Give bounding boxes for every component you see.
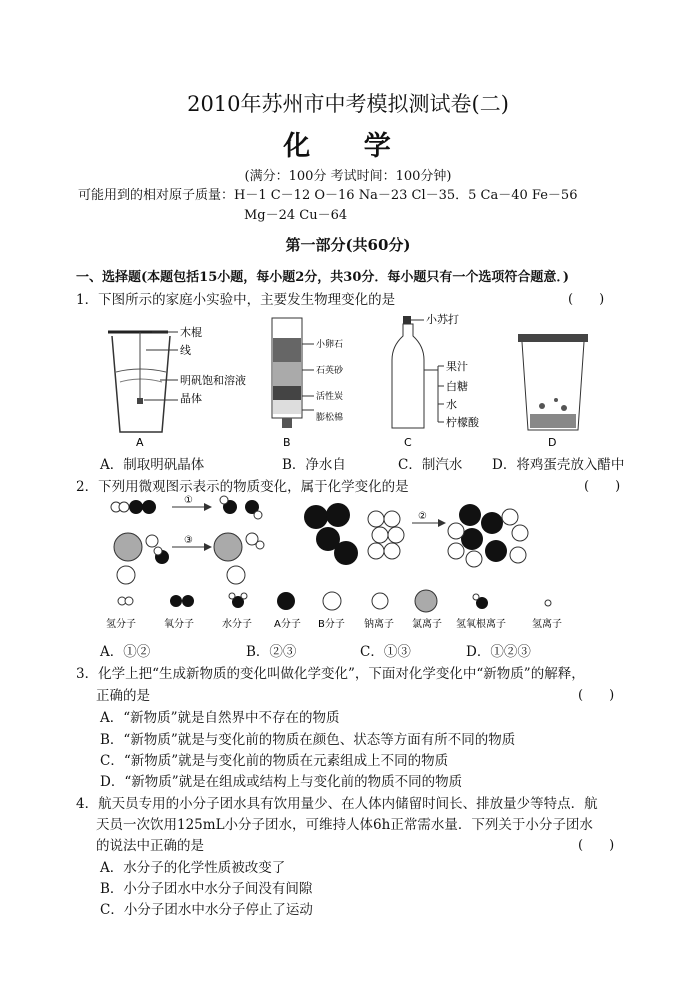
q1-option-a: A．制取明矾晶体 [100, 457, 205, 473]
fig-letter-b: B [283, 436, 291, 449]
subject-title: 化 学 [283, 131, 413, 162]
label-c-water: 水 [446, 398, 457, 411]
legend-na: 钠离子 [364, 619, 394, 630]
q2-option-b: B．②③ [246, 644, 297, 660]
q3-stem-line2: 正确的是 [96, 688, 150, 704]
q3-option-d: D．“新物质”就是在组成或结构上与变化前的物质不同的物质 [100, 774, 463, 790]
label-a-stick: 木棍 [180, 326, 202, 339]
q1-option-d: D．将鸡蛋壳放入醋中 [492, 457, 625, 473]
label-c-juice: 果汁 [446, 360, 468, 373]
q1-figure [90, 310, 650, 450]
q2-figure [100, 495, 620, 635]
label-c-sugar: 白糖 [446, 380, 468, 393]
legend-cl: 氯离子 [412, 619, 442, 630]
q3-option-b: B．“新物质”就是与变化前的物质在颜色、状态等方面有所不同的物质 [100, 732, 516, 748]
fig-letter-a: A [136, 436, 144, 449]
legend-b: B分子 [318, 619, 345, 630]
atomic-masses-line1: 可能用到的相对原子质量：H－1 C－12 O－16 Na－23 Cl－35．5 Ca－40 Fe－56 [78, 188, 578, 203]
q1-answer-paren: ( ) [568, 292, 605, 307]
part-title: 第一部分(共60分) [285, 236, 411, 254]
q2-option-c: C．①③ [360, 644, 411, 660]
label-b-pebbles: 小卵石 [316, 340, 344, 350]
reaction-2 [304, 503, 528, 567]
label-b-sand: 石英砂 [316, 366, 344, 376]
q4-answer-paren: ( ) [578, 838, 615, 853]
legend-h: 氢离子 [532, 619, 562, 630]
particle-legend [106, 590, 562, 630]
label-b-cotton: 膨松棉 [316, 413, 344, 423]
figure-c-bottle [392, 312, 480, 449]
figure-a-beaker [108, 325, 246, 449]
legend-oh: 氢氧根离子 [456, 619, 506, 630]
legend-h2o: 水分子 [222, 619, 252, 630]
label-b-carbon: 活性炭 [316, 392, 344, 402]
label-c-baking-soda: 小苏打 [426, 313, 459, 326]
q4-stem-line3: 的说法中正确的是 [96, 838, 204, 854]
q1-option-c: C．制汽水 [398, 457, 463, 473]
fig-letter-d: D [548, 436, 557, 449]
q4-option-c: C．小分子团水中水分子停止了运动 [100, 902, 313, 918]
q3-answer-paren: ( ) [578, 688, 615, 703]
q3-option-c: C．“新物质”就是与变化前的物质在元素组成上不同的物质 [100, 753, 449, 769]
section-title: 一、选择题(本题包括15小题，每小题2分，共30分．每小题只有一个选项符合题意．) [76, 270, 570, 285]
figure-b-water-filter [272, 318, 344, 449]
label-a-thread: 线 [180, 344, 191, 357]
q4-option-a: A．水分子的化学性质被改变了 [100, 860, 286, 876]
q3-option-a: A．“新物质”就是自然界中不存在的物质 [100, 710, 340, 726]
q2-option-d: D．①②③ [466, 644, 531, 660]
fig-letter-c: C [404, 436, 412, 449]
reaction-1 [111, 495, 262, 519]
label-c-citric-acid: 柠檬酸 [446, 416, 479, 429]
arrow-label-1: ① [184, 495, 193, 506]
q2-stem: 2．下列用微观图示表示的物质变化，属于化学变化的是 [76, 479, 409, 495]
atomic-masses-line2: Mg－24 Cu－64 [244, 208, 348, 223]
legend-h2: 氢分子 [106, 619, 136, 630]
q4-stem-line1: 4．航天员专用的小分子团水具有饮用量少、在人体内储留时间长、排放量少等特点．航 [76, 796, 598, 812]
label-a-solution: 明矾饱和溶液 [180, 374, 246, 387]
arrow-label-2: ② [418, 511, 427, 522]
legend-o2: 氧分子 [164, 619, 194, 630]
q1-option-b: B．净水自 [282, 457, 346, 473]
q2-option-a: A．①② [100, 644, 151, 660]
q3-stem-line1: 3．化学上把“生成新物质的变化叫做化学变化”，下面对化学变化中“新物质”的解释， [76, 666, 585, 682]
q4-stem-line2: 天员一次饮用125mL小分子团水，可维持人体6h正常需水量．下列关于小分子团水 [96, 817, 593, 833]
legend-a: A分子 [274, 619, 301, 630]
figure-d-cup [518, 334, 588, 449]
label-a-crystal: 晶体 [180, 392, 202, 405]
q4-option-b: B．小分子团水中水分子间没有间隙 [100, 881, 313, 897]
reaction-3 [114, 533, 264, 584]
arrow-label-3: ③ [184, 535, 193, 546]
q2-answer-paren: ( ) [584, 479, 621, 494]
q1-stem: 1．下图所示的家庭小实验中，主要发生物理变化的是 [76, 292, 396, 308]
exam-title: 2010年苏州市中考模拟测试卷(二) [187, 92, 509, 116]
exam-info: (满分：100分 考试时间：100分钟) [244, 169, 452, 184]
